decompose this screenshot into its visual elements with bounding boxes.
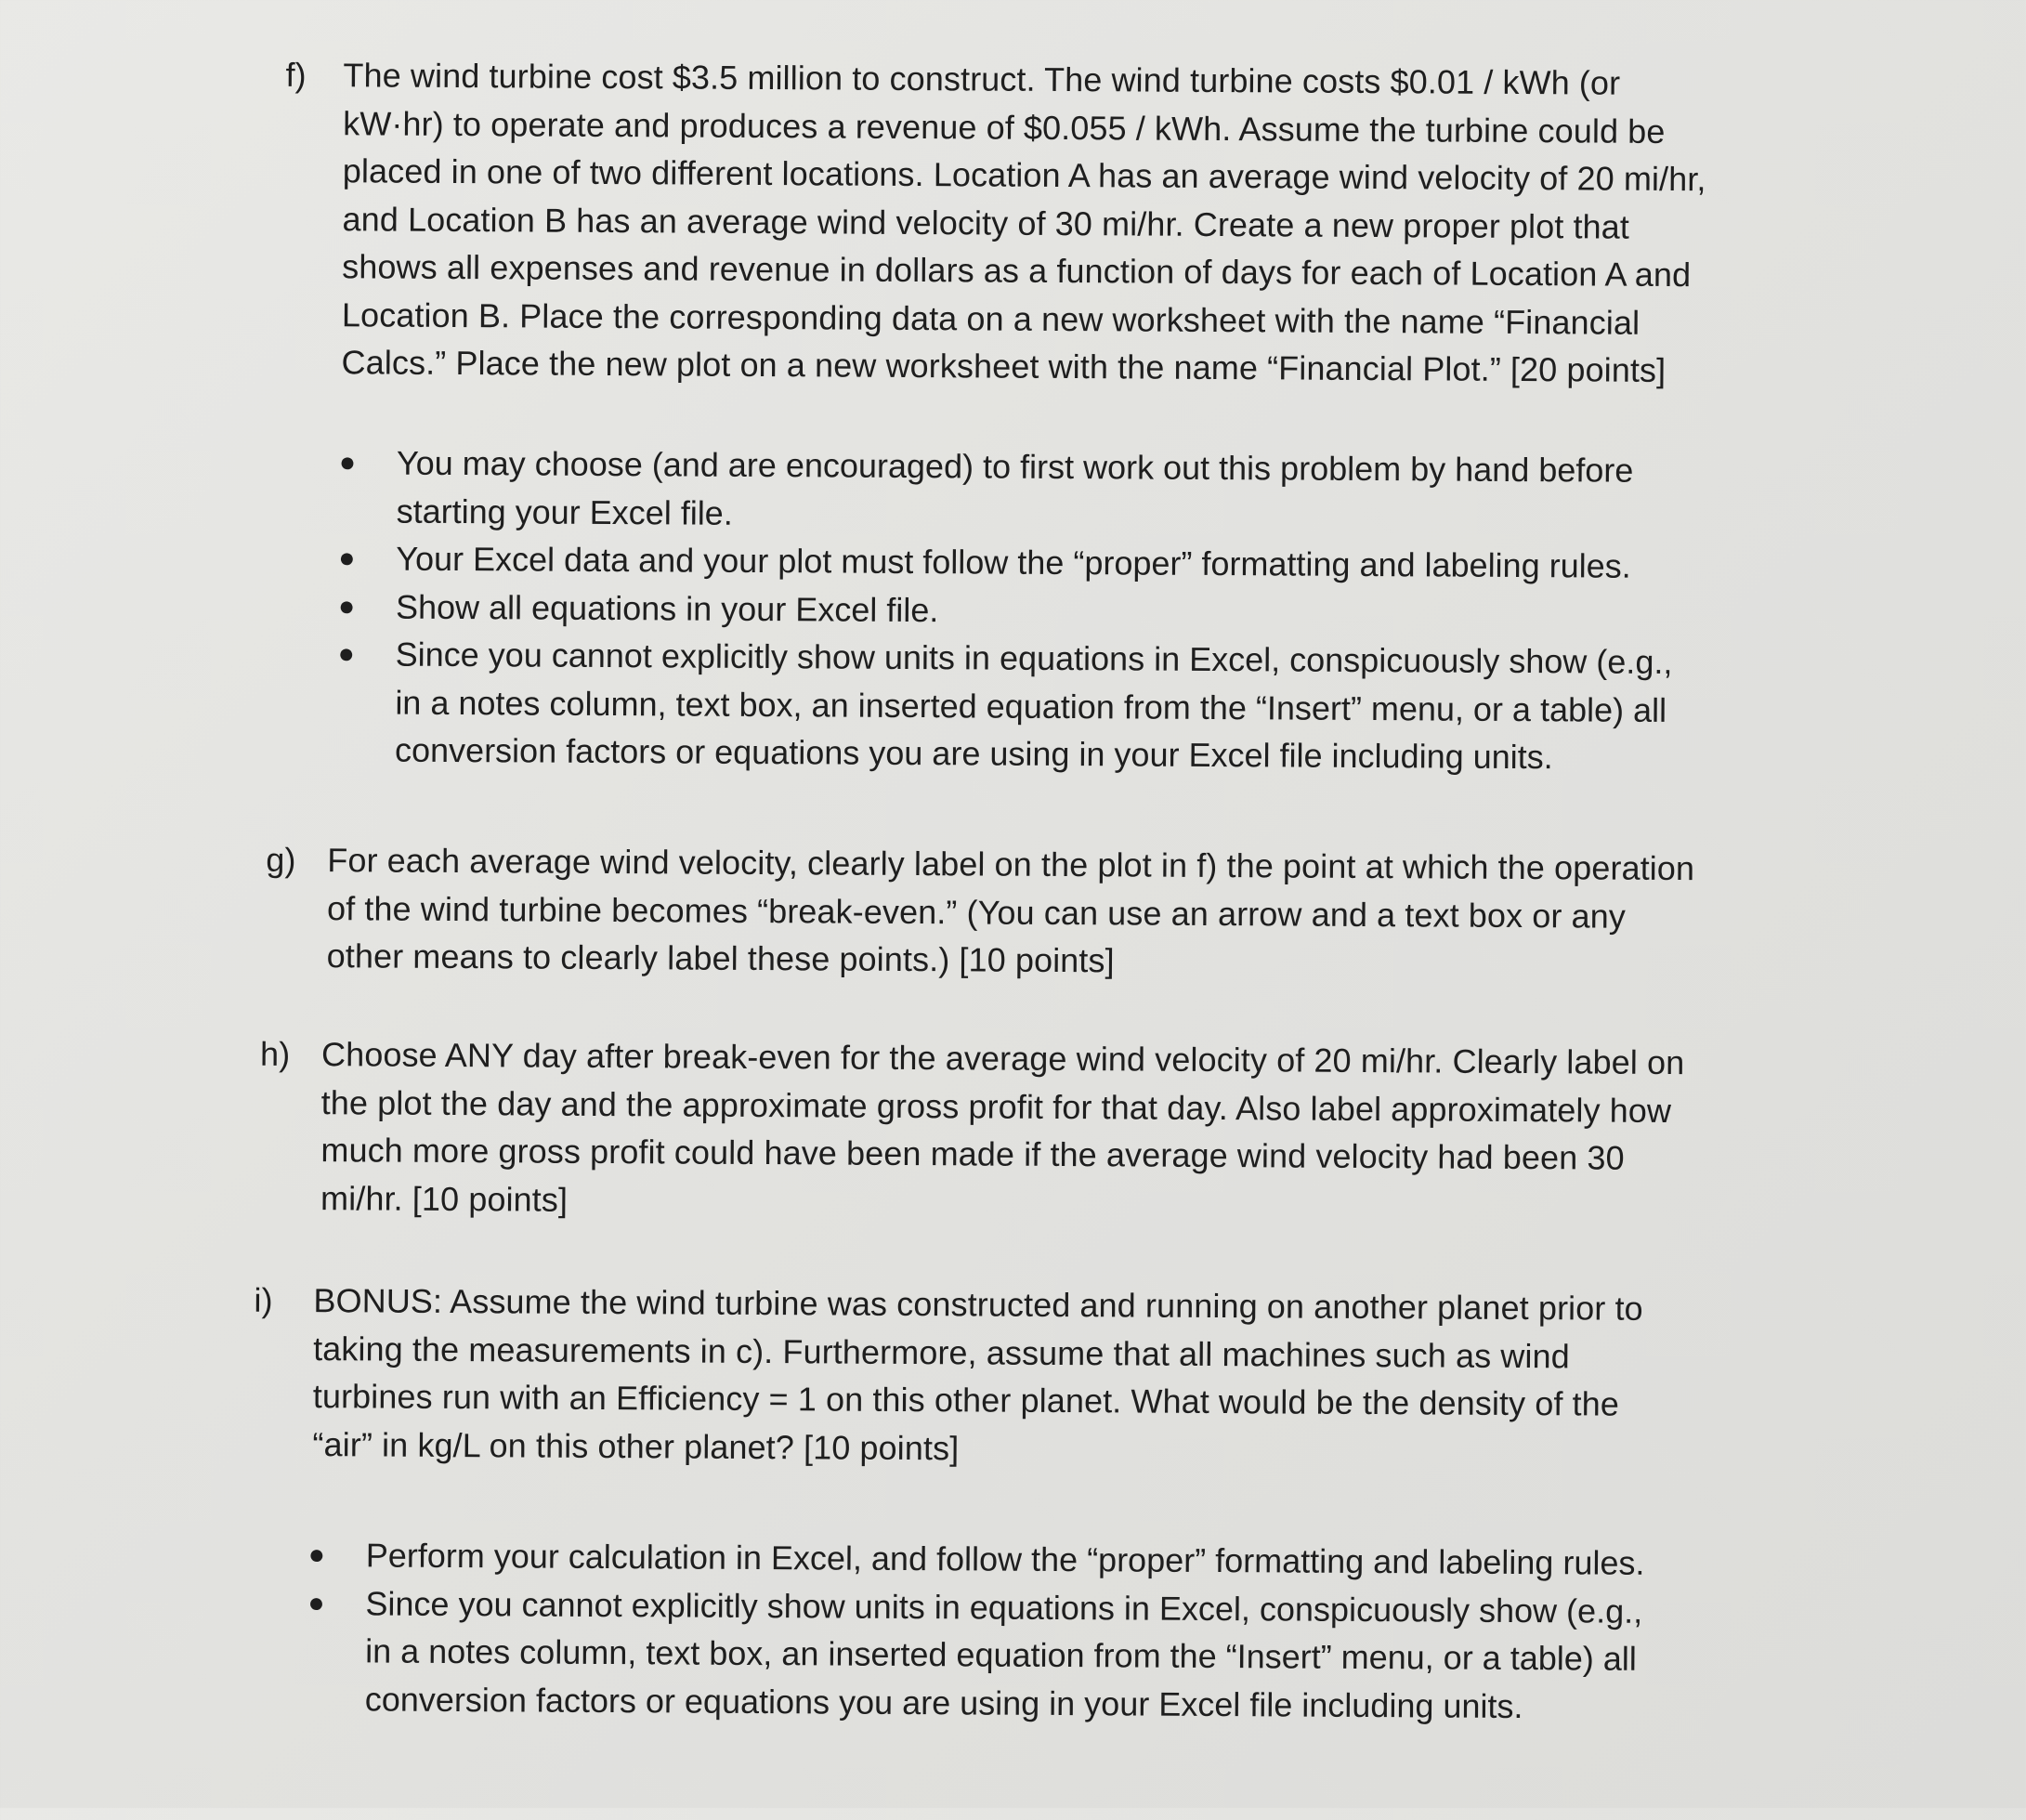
question-line: taking the measurements in c). Furthermore, assume that all machines such as wind (313, 1329, 1570, 1375)
bullet-dot-icon: ● (337, 638, 355, 670)
question-line: other means to clearly label these points.) [10 points] (326, 936, 1115, 980)
bullet-dot-icon: ● (338, 447, 357, 478)
question-line: For each average wind velocity, clearly label on the plot in f) the point at which the operation (327, 841, 1695, 888)
question-line: “air” in kg/L on this other planet? [10 points] (312, 1424, 960, 1467)
bullet-item: ● Show all equations in your Excel file. (396, 583, 1673, 638)
question-h-text (320, 1030, 1839, 1231)
question-line: and Location B has an average wind velocity of 30 mi/hr. Create a new proper plot that (342, 199, 1630, 246)
question-g-label: g) (266, 840, 296, 879)
bullet-dot-icon: ● (337, 590, 356, 622)
question-line: shows all expenses and revenue in dollars as a function of days for each of Location A and (342, 247, 1692, 295)
bullet-dot-icon: ● (307, 1587, 325, 1618)
bullet-item: ● Your Excel data and your plot must follow the “proper” formatting and labeling rules. (396, 535, 1673, 591)
question-line: kW·hr) to operate and produces a revenue of $0.055 / kWh. Assume the turbine could be (343, 103, 1666, 151)
bullet-item: ● Since you cannot explicitly show units in equations in Excel, conspicuously show (e.g., in a notes column, text box, an inserted equation from the “Insert” menu, or a table) all conversion factors or equations you are using in your Excel file including units. (395, 631, 1673, 782)
question-line: turbines run with an Efficiency = 1 on this other planet. What would be the density of the (312, 1377, 1620, 1423)
question-i (253, 1277, 1833, 1477)
question-line: Choose ANY day after break-even for the average wind velocity of 20 mi/hr. Clearly label on (320, 1035, 1685, 1082)
question-i-bullets (307, 1531, 1645, 1730)
question-line: The wind turbine cost $3.5 million to construct. The wind turbine costs $0.01 / kWh (or (343, 56, 1621, 102)
bullet-dot-icon: ● (307, 1539, 326, 1571)
question-f-label: f) (285, 55, 307, 95)
question-i-label: i) (254, 1280, 273, 1319)
bullet-item: ● Since you cannot explicitly show units in equations in Excel, conspicuously show (e.g., in a notes column, text box, an inserted equation from the “Insert” menu, or a table) all conversion factors or equations you are using in your Excel file including units. (365, 1579, 1645, 1731)
question-line: Calcs.” Place the new plot on a new worksheet with the name “Financial Plot.” [20 points] (341, 343, 1667, 389)
question-line: placed in one of two different locations. Location A has an average wind velocity of 20 mi/hr, (342, 151, 1706, 199)
question-f-bullets (337, 439, 1674, 782)
question-line: Location B. Place the corresponding data on a new worksheet with the name “Financial (341, 295, 1640, 342)
bullet-item: ● Perform your calculation in Excel, and follow the “proper” formatting and labeling rules. (366, 1531, 1645, 1587)
question-h (259, 1030, 1839, 1231)
question-line: much more gross profit could have been made if the average wind velocity had been 30 (320, 1131, 1625, 1177)
question-line: the plot the day and the approximate gross profit for that day. Also label approximately how (320, 1082, 1672, 1130)
question-line: BONUS: Assume the wind turbine was constructed and running on another planet prior to (313, 1281, 1643, 1328)
question-line: mi/hr. [10 points] (320, 1178, 569, 1219)
bullet-dot-icon: ● (338, 543, 356, 574)
question-f (283, 51, 1864, 396)
question-g (266, 836, 1846, 989)
question-h-label: h) (259, 1034, 291, 1073)
question-line: of the wind turbine becomes “break-even.” (You can use an arrow and a text box or any (326, 888, 1627, 936)
question-g-text (327, 836, 1846, 989)
bullet-item: ● You may choose (and are encouraged) to first work out this problem by hand before starting your Excel file. (396, 439, 1673, 543)
question-f-text (341, 51, 1864, 395)
question-i-text (312, 1277, 1833, 1477)
